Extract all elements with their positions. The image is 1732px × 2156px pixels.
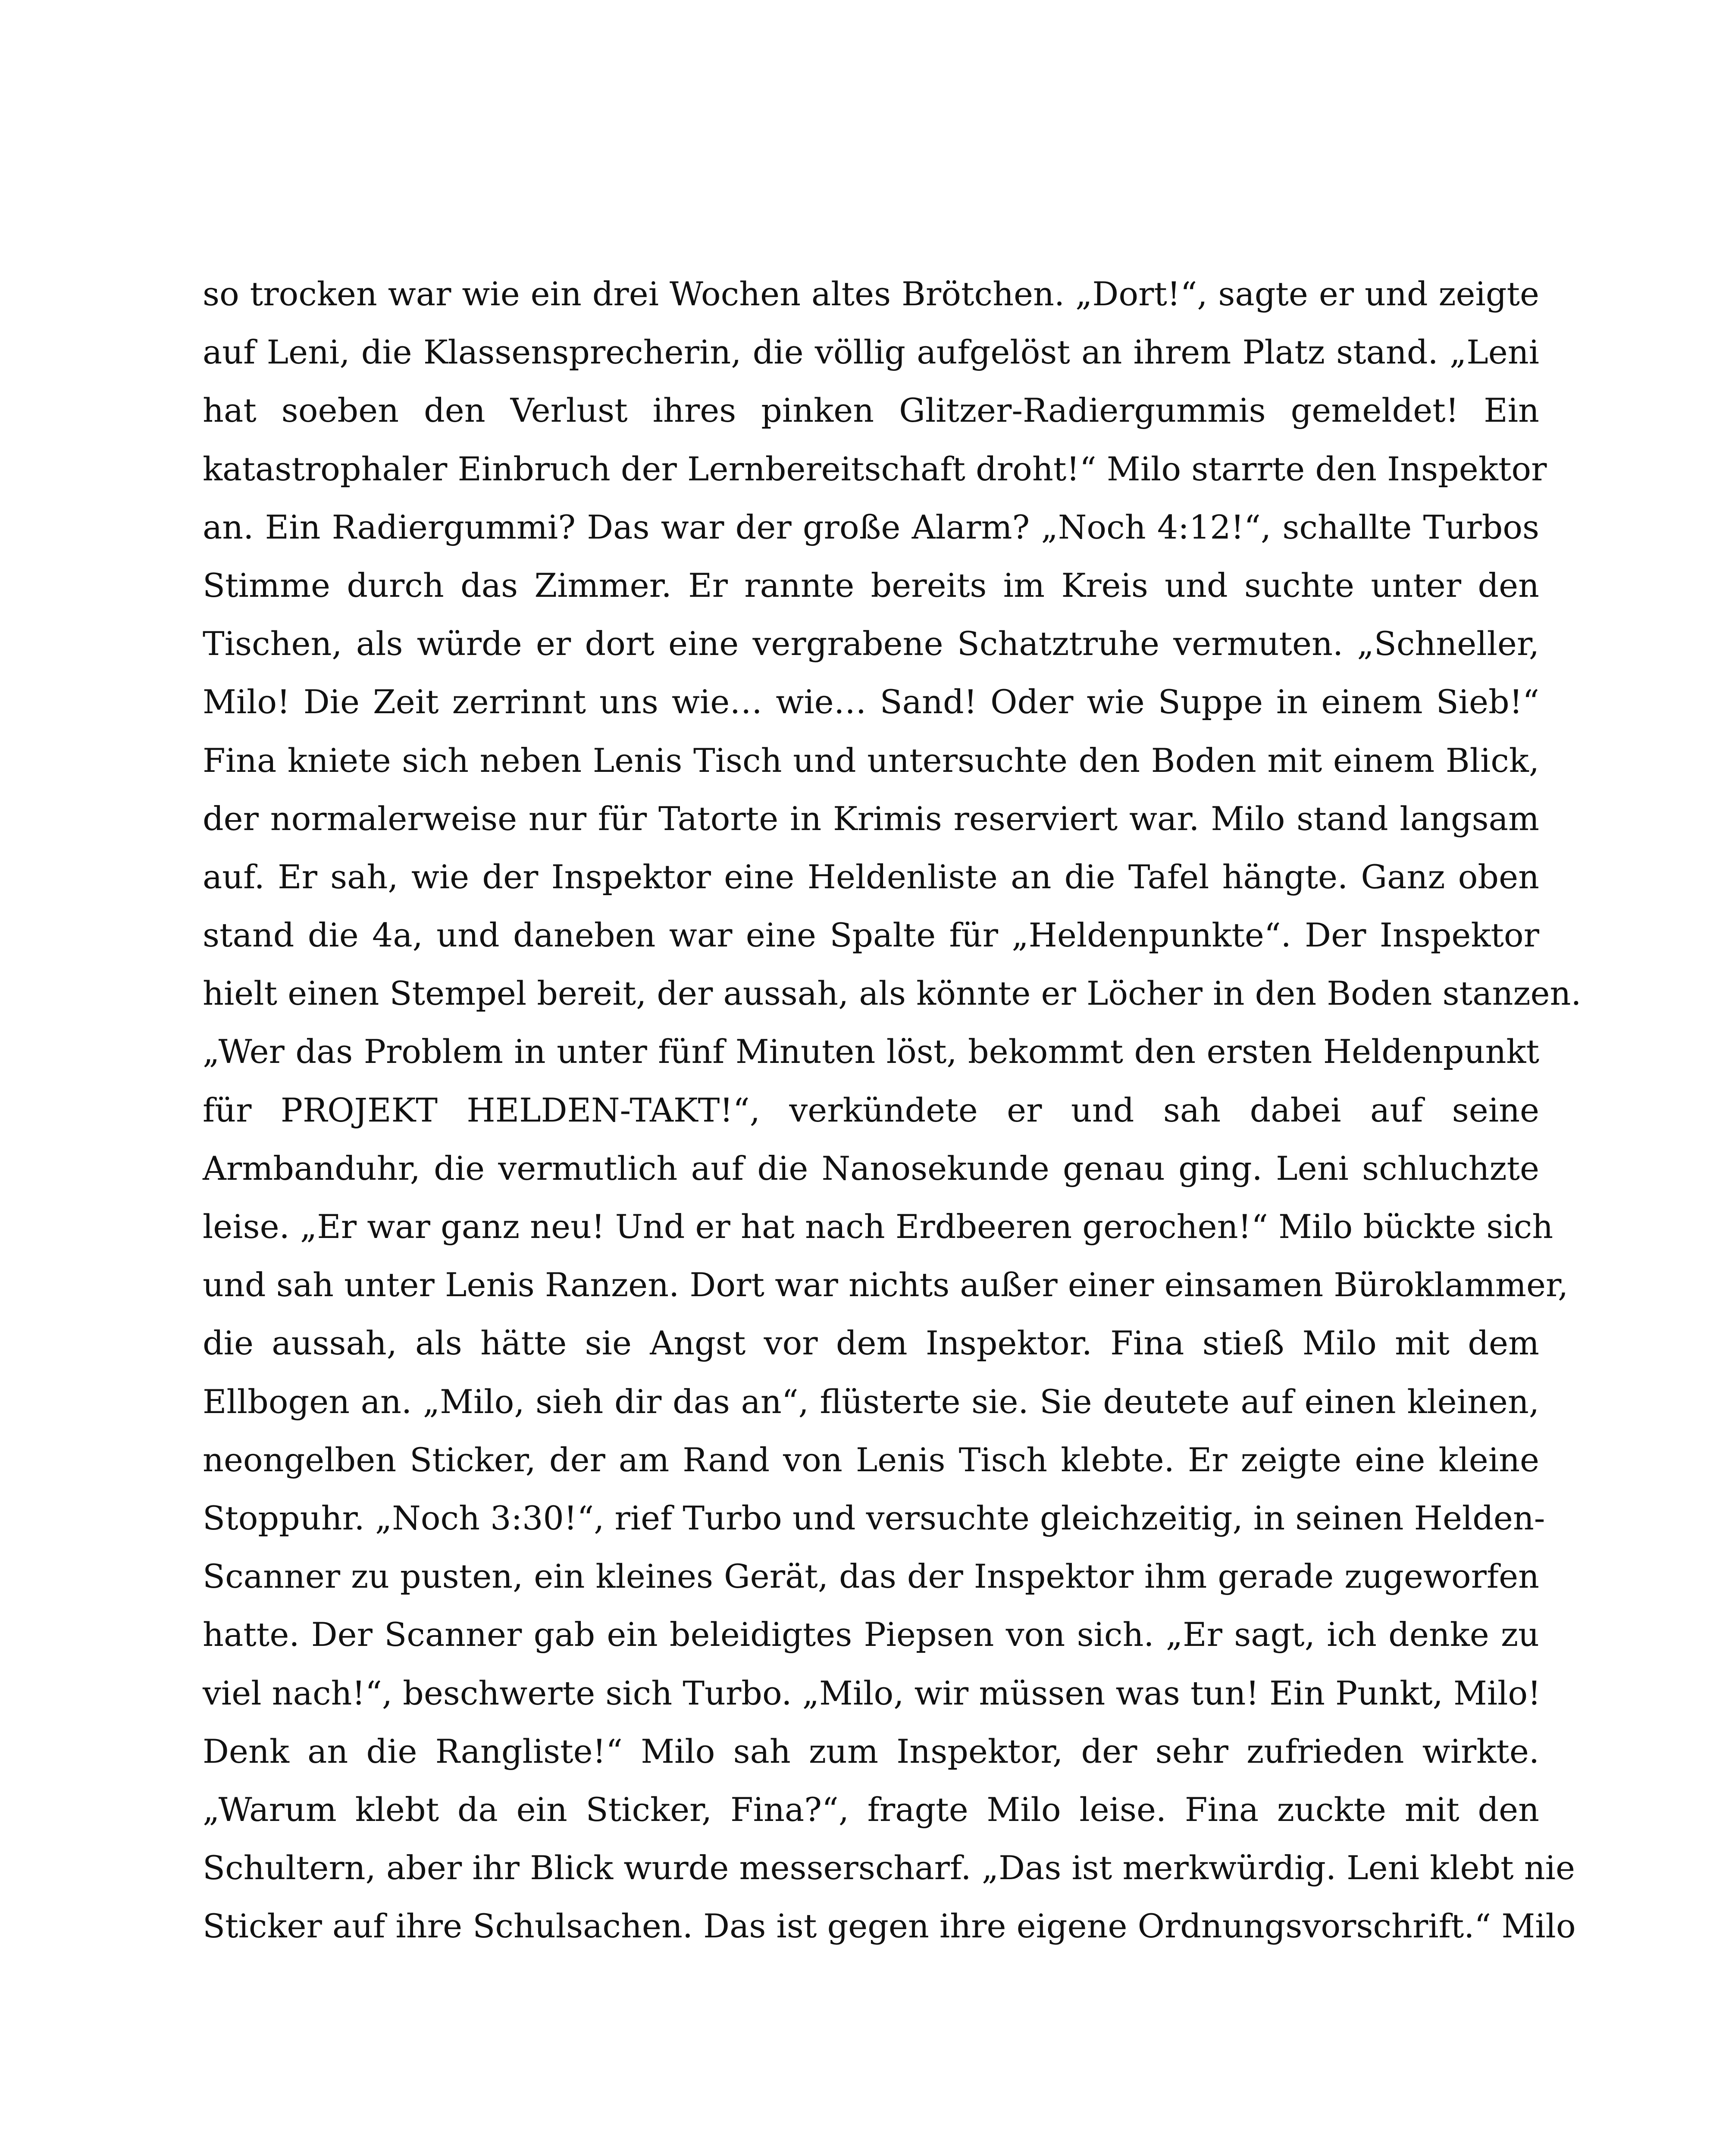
text-line: Scanner zu pusten, ein kleines Gerät, das der Inspektor ihm gerade zugeworfen: [203, 1557, 1539, 1596]
text-line: Armbanduhr, die vermutlich auf die Nanosekunde genau ging. Leni schluchzte: [203, 1149, 1539, 1188]
text-line: so trocken war wie ein drei Wochen altes Brötchen. „Dort!“, sagte er und zeigte: [203, 275, 1539, 313]
text-line: stand die 4a, und daneben war eine Spalte für „Heldenpunkte“. Der Inspektor: [203, 916, 1539, 955]
text-line: hielt einen Stempel bereit, der aussah, als könnte er Löcher in den Boden stanzen.: [203, 974, 1582, 1013]
body-paragraph: [203, 265, 1582, 1955]
text-line: Stimme durch das Zimmer. Er rannte bereits im Kreis und suchte unter den: [203, 566, 1539, 605]
text-line: Milo! Die Zeit zerrinnt uns wie… wie… Sand! Oder wie Suppe in einem Sieb!“: [203, 683, 1539, 721]
text-line: auf. Er sah, wie der Inspektor eine Heldenliste an die Tafel hängte. Ganz oben: [203, 857, 1539, 896]
text-line: Denk an die Rangliste!“ Milo sah zum Inspektor, der sehr zufrieden wirkte.: [203, 1732, 1539, 1771]
text-line: die aussah, als hätte sie Angst vor dem Inspektor. Fina stieß Milo mit dem: [203, 1324, 1539, 1363]
text-line: und sah unter Lenis Ranzen. Dort war nichts außer einer einsamen Büroklammer,: [203, 1266, 1569, 1304]
text-line: hatte. Der Scanner gab ein beleidigtes Piepsen von sich. „Er sagt, ich denke zu: [203, 1615, 1539, 1654]
text-line: Sticker auf ihre Schulsachen. Das ist gegen ihre eigene Ordnungsvorschrift.“ Milo: [203, 1907, 1576, 1946]
text-line: auf Leni, die Klassensprecherin, die völlig aufgelöst an ihrem Platz stand. „Leni: [203, 333, 1539, 372]
text-line: viel nach!“, beschwerte sich Turbo. „Milo, wir müssen was tun! Ein Punkt, Milo!: [203, 1673, 1541, 1712]
text-line: hat soeben den Verlust ihres pinken Glitzer-Radiergummis gemeldet! Ein: [203, 391, 1539, 430]
text-line: für PROJEKT HELDEN-TAKT!“, verkündete er und sah dabei auf seine: [203, 1091, 1539, 1129]
text-line: „Wer das Problem in unter fünf Minuten löst, bekommt den ersten Heldenpunkt: [203, 1032, 1539, 1071]
text-line: katastrophaler Einbruch der Lernbereitschaft droht!“ Milo starrte den Inspektor: [203, 449, 1547, 488]
text-line: Schultern, aber ihr Blick wurde messerscharf. „Das ist merkwürdig. Leni klebt nie: [203, 1849, 1575, 1887]
text-line: neongelben Sticker, der am Rand von Lenis Tisch klebte. Er zeigte eine kleine: [203, 1440, 1539, 1479]
text-line: Ellbogen an. „Milo, sieh dir das an“, flüsterte sie. Sie deutete auf einen kleinen,: [203, 1382, 1539, 1421]
text-line: Fina kniete sich neben Lenis Tisch und untersuchte den Boden mit einem Blick,: [203, 741, 1539, 780]
text-line: leise. „Er war ganz neu! Und er hat nach Erdbeeren gerochen!“ Milo bückte sich: [203, 1207, 1553, 1246]
text-line: „Warum klebt da ein Sticker, Fina?“, fragte Milo leise. Fina zuckte mit den: [203, 1790, 1539, 1829]
text-line: Stoppuhr. „Noch 3:30!“, rief Turbo und versuchte gleichzeitig, in seinen Helden-: [203, 1498, 1545, 1537]
text-line: der normalerweise nur für Tatorte in Krimis reserviert war. Milo stand langsam: [203, 799, 1539, 838]
text-line: an. Ein Radiergummi? Das war der große Alarm? „Noch 4:12!“, schallte Turbos: [203, 508, 1539, 546]
text-line: Tischen, als würde er dort eine vergrabene Schatztruhe vermuten. „Schneller,: [203, 624, 1539, 663]
